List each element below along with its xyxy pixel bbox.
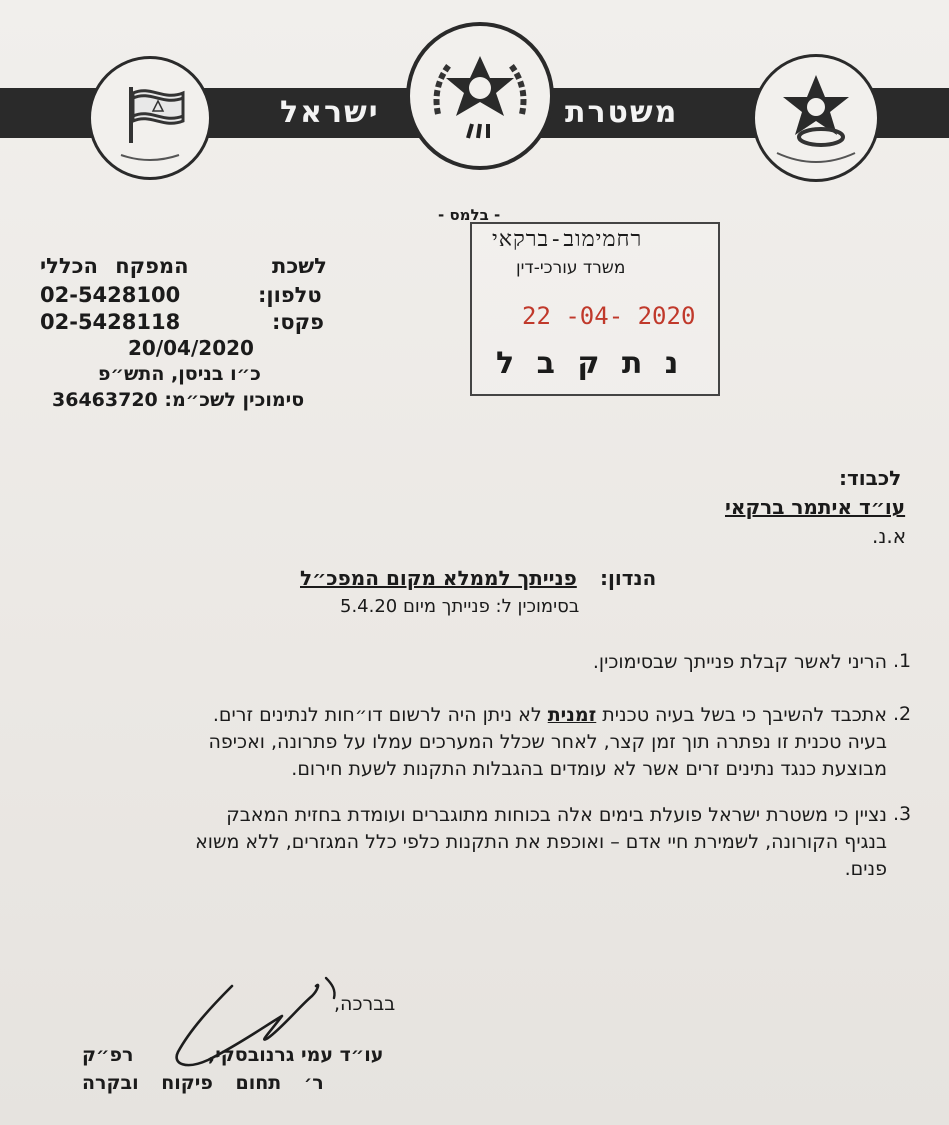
flag-icon [91, 59, 209, 177]
subject-reference: בסימוכין ל: פנייתך מיום 5.4.20 [340, 596, 580, 617]
paragraph-3-line-3: פנים. [844, 858, 887, 880]
paragraph-3-line-1: נציין כי משטרת ישראל פועלת בימים אלה בכוחות מתוגברים ועומדת בחזית המאבק [226, 804, 887, 826]
subject-label: הנדון: [600, 566, 657, 590]
stamp-date: 22 -04- 2020 [522, 302, 696, 330]
paragraph-2-line-1 [213, 702, 887, 729]
paragraph-2-line-2: בעיה טכנית זו נפתרה תוך זמן קצר, לאחר שכלל המערכים עמלו על פתרונה, ואכיפה [208, 731, 887, 753]
handwritten-signature [150, 968, 360, 1078]
unit-emblem [752, 54, 880, 182]
closing: בברכה, [334, 993, 396, 1015]
phone-number: 02-5428100 [40, 283, 181, 307]
signer-name: עו״ד עמי גרנובסקי, [208, 1044, 384, 1066]
office-label: לשכת [272, 254, 327, 278]
p2-emphasis: זמנית [547, 704, 597, 726]
stamp-firm-name: רחמימוב-ברקאי [492, 227, 643, 252]
signer-title: ר׳ תחום פיקוח ובקרה [82, 1072, 324, 1094]
stamp-firm-subtitle: משרד עורכי-דין [516, 258, 626, 278]
paragraph-3-line-2: בנגיף הקורונה, לשמירת חיי אדם – ואוכפת את התקנות כלפי כלל המגזרים, ללא משוא [195, 831, 887, 853]
gregorian-date: 20/04/2020 [128, 336, 254, 360]
office-name: המפקח הכללי [40, 254, 189, 278]
item-number-1: .1 [893, 650, 912, 672]
item-number-2: .2 [893, 703, 912, 725]
p2-text-c: לא ניתן היה לרשום דו״חות לנתינים זרים. [212, 704, 542, 726]
greeting: א.נ. [872, 524, 907, 548]
flag-emblem [88, 56, 212, 180]
org-name-left: משטרת [565, 95, 679, 130]
star-badge-icon [755, 57, 877, 179]
fax-number: 02-5428118 [40, 310, 181, 334]
fax-label: פקס: [272, 310, 324, 334]
phone-label: טלפון: [258, 283, 322, 307]
item-number-3: .3 [893, 803, 912, 825]
stamp-received: נ ת ק ב ל [496, 346, 685, 381]
org-name-right: ישראל [280, 95, 380, 130]
paragraph-2-line-3: מבוצעת כנגד נתינים זרים אשר לא עומדים בהגבלות התקנות לשעת חירום. [291, 758, 887, 780]
reference-number: סימוכין לשכ״מ: 36463720 [52, 389, 305, 411]
p2-text-a: אתכבד להשיבך כי בשל בעיה טכנית [602, 704, 887, 726]
police-emblem [406, 22, 554, 170]
subject-text: פנייתך לממלא מקום המפכ״ל [300, 566, 577, 590]
hebrew-date: כ״ו בניסן, התש״פ [98, 363, 261, 385]
classification-label: - בלמס - [438, 206, 501, 224]
recipient-name: עו״ד איתמר ברקאי [725, 495, 906, 519]
police-star-icon [410, 26, 550, 166]
received-stamp [470, 222, 720, 396]
paragraph-1: הריני לאשר קבלת פנייתך שבסימוכין. [592, 651, 887, 673]
signer-rank: רפ״ק [82, 1044, 134, 1066]
to-label: לכבוד: [839, 466, 902, 490]
